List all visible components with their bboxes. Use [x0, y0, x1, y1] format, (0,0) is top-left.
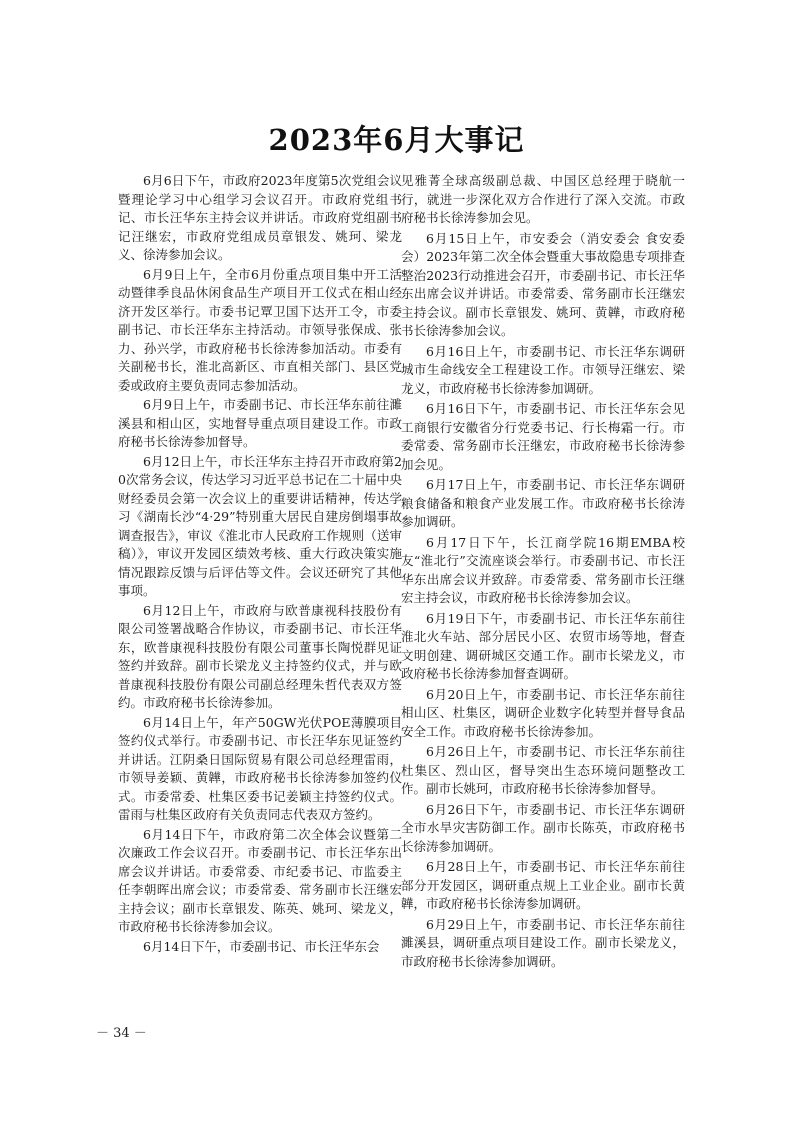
event-paragraph: 6月6日下午，市政府2023年度第5次党组会议暨理论学习中心组学习会议召开。市政府党组书记、市长汪华东主持会议并讲话。市政府党组副书记汪继宏，市政府党组成员章银发、姚珂、梁龙义、徐涛参加会议。: [118, 173, 402, 262]
event-paragraph: 6月17日上午，市委副书记、市长汪华东调研粮食储备和粮食产业发展工作。市政府秘书长徐涛参加调研。: [401, 477, 685, 529]
event-paragraph: 6月9日上午，市委副书记、市长汪华东前往濉溪县和相山区，实地督导重点项目建设工作。市政府秘书长徐涛参加督导。: [118, 397, 402, 449]
event-paragraph: 6月12日上午，市长汪华东主持召开市政府第20次常务会议，传达学习习近平总书记在二十届中央财经委员会第一次会议上的重要讲话精神，传达学习《湖南长沙“4·29”特别重大居民自建房倒塌事故调查报告》，审议《淮北市人民政府工作规则（送审稿）》，审议开发园区绩效考核、重大行政决策实施情况跟踪反馈与后评估等文件。会议还研究了其他事项。: [118, 453, 402, 598]
right-column: [401, 172, 685, 973]
event-paragraph: 6月14日上午，年产50GW光伏POE薄膜项目签约仪式举行。市委副书记、市长汪华东见证签约并讲话。江阴桑日国际贸易有限公司总经理雷雨，市领导姜颖、黄韡，市政府秘书长徐涛参加签约仪式。市委常委、杜集区委书记姜颖主持签约仪式。雷雨与杜集区政府有关负责同志代表双方签约。: [118, 714, 402, 822]
event-paragraph: 6月19日下午，市委副书记、市长汪华东前往淮北火车站、部分居民小区、农贸市场等地，督查文明创建、调研城区交通工作。副市长梁龙义，市政府秘书长徐涛参加督查调研。: [401, 610, 685, 681]
page-title: 2023年6月大事记: [268, 123, 525, 157]
event-paragraph: 6月26日下午，市委副书记、市长汪华东调研全市水旱灾害防御工作。副市长陈英，市政府秘书长徐涛参加调研。: [401, 801, 685, 854]
event-paragraph-continued: 见雅菁全球高级副总裁、中国区总经理于晓航一行，就进一步深化双方合作进行了深入交流。市政府秘书长徐涛参加会见。: [401, 173, 685, 225]
event-paragraph: 6月16日下午，市委副书记、市长汪华东会见工商银行安徽省分行党委书记、行长梅霜一行。市委常委、常务副市长汪继宏，市政府秘书长徐涛参加会见。: [401, 401, 685, 472]
left-column: [118, 172, 402, 957]
event-paragraph: 6月15日上午，市安委会（消安委会 食安委会）2023年第二次全体会暨重大事故隐患专项排查整治2023行动推进会召开，市委副书记、市长汪华东出席会议并讲话。市委常委、常务副市长汪继宏主持会议。副市长章银发、姚珂、黄韡，市政府秘书长徐涛参加会议。: [401, 230, 685, 338]
event-paragraph: 6月14日下午，市政府第二次全体会议暨第二次廉政工作会议召开。市委副书记、市长汪华东出席会议并讲话。市委常委、市纪委书记、市监委主任李朝晖出席会议；市委常委、常务副市长汪继宏主持会议；副市长章银发、陈英、姚珂、梁龙义，市政府秘书长徐涛参加会议。: [118, 826, 402, 934]
event-paragraph: 6月16日上午，市委副书记、市长汪华东调研城市生命线安全工程建设工作。市领导汪继宏、梁龙义，市政府秘书长徐涛参加调研。: [401, 343, 685, 396]
event-paragraph: 6月29日上午，市委副书记、市长汪华东前往濉溪县，调研重点项目建设工作。副市长梁龙义，市政府秘书长徐涛参加调研。: [401, 916, 685, 969]
page-number: － 34 －: [96, 1026, 147, 1041]
event-paragraph: 6月12日上午，市政府与欧普康视科技股份有限公司签署战略合作协议，市委副书记、市长汪华东，欧普康视科技股份有限公司董事长陶悦群见证签约并致辞。副市长梁龙义主持签约仪式，并与欧普康视科技股份有限公司副总经理朱哲代表双方签约。市政府秘书长徐涛参加。: [118, 602, 402, 710]
event-paragraph: 6月28日上午，市委副书记、市长汪华东前往部分开发园区，调研重点规上工业企业。副市长黄韡，市政府秘书长徐涛参加调研。: [401, 859, 685, 911]
event-paragraph: 6月26日上午，市委副书记、市长汪华东前往杜集区、烈山区，督导突出生态环境问题整改工作。副市长姚珂，市政府秘书长徐涛参加督导。: [401, 744, 685, 796]
event-paragraph: 6月9日上午，全市6月份重点项目集中开工活动暨律季良品休闲食品生产项目开工仪式在相山经济开发区举行。市委书记覃卫国下达开工令，市委副书记、市长汪华东主持活动。市领导张保成、张力、孙兴学，市政府秘书长徐涛参加活动。市委有关副秘书长，淮北高新区、市直相关部门、县区党委或政府主要负责同志参加活动。: [118, 266, 402, 393]
event-paragraph: 6月14日下午，市委副书记、市长汪华东会: [143, 938, 380, 954]
event-paragraph: 6月20日上午，市委副书记、市长汪华东前往相山区、杜集区，调研企业数字化转型并督导食品安全工作。市政府秘书长徐涛参加。: [401, 686, 685, 739]
event-paragraph: 6月17日下午，长江商学院16期EMBA校友“淮北行”交流座谈会举行。市委副书记、市长汪华东出席会议并致辞。市委常委、常务副市长汪继宏主持会议，市政府秘书长徐涛参加会议。: [401, 534, 685, 605]
